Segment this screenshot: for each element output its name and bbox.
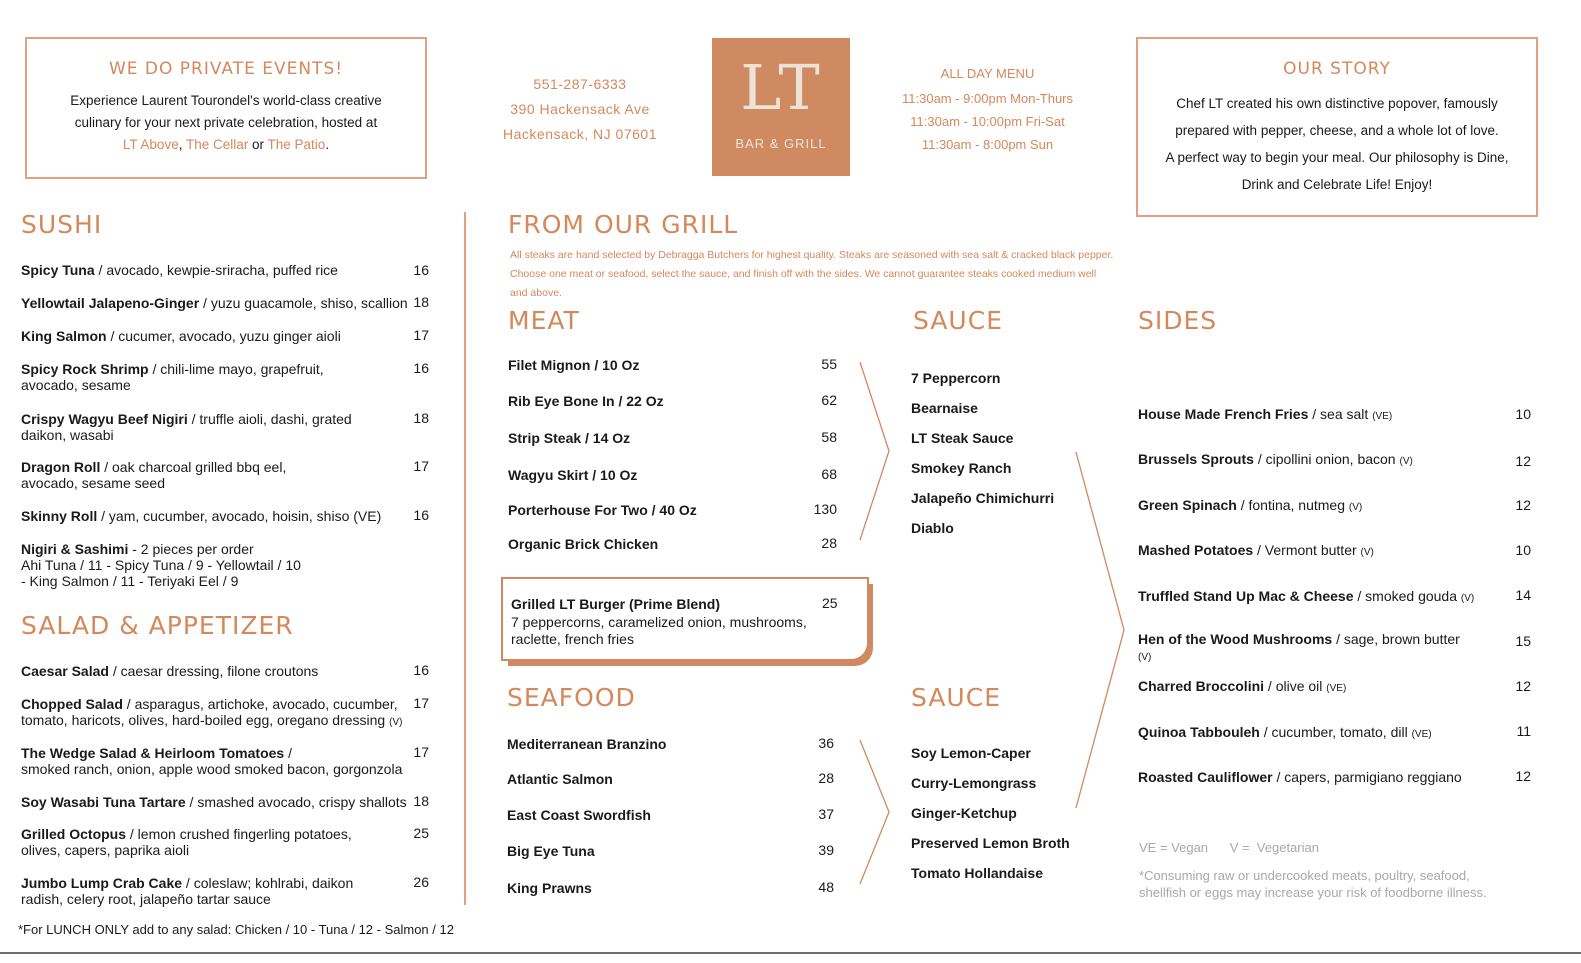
sauce-item: Curry-Lemongrass [911, 775, 1037, 791]
sauce-item: Jalapeño Chimichurri [911, 490, 1055, 506]
side-item-broccolini: Charred Broccolini / olive oil (VE) [1138, 678, 1347, 694]
price: 18 [413, 410, 429, 426]
price: 12 [1515, 678, 1531, 694]
side-item-spinach: Green Spinach / fontina, nutmeg (V) [1138, 497, 1363, 513]
seafood-sauce-chevron [860, 740, 889, 884]
price: 28 [818, 770, 834, 786]
sushi-heading: SUSHI [21, 210, 103, 239]
logo-subtitle: BAR & GRILL [735, 136, 827, 151]
side-item-cauliflower: Roasted Cauliflower / capers, parmigiano reggiano [1138, 769, 1462, 785]
hours-weekend: 11:30am - 10:00pm Fri-Sat [910, 114, 1065, 129]
lunch-note: *For LUNCH ONLY add to any salad: Chicken / 10 - Tuna / 12 - Salmon / 12 [18, 922, 454, 937]
meat-item: Filet Mignon / 10 Oz [508, 357, 640, 373]
meat-sauce-chevron [860, 362, 889, 540]
our-story-title: OUR STORY [1283, 59, 1391, 79]
price: 10 [1515, 406, 1531, 422]
price: 16 [413, 507, 429, 523]
seafood-item: Big Eye Tuna [507, 843, 595, 859]
menu-item-skinny-roll: Skinny Roll / yam, cucumber, avocado, hoisin, shiso (VE) [21, 508, 382, 524]
price: 17 [413, 695, 429, 711]
menu-item-yellowtail: Yellowtail Jalapeno-Ginger / yuzu guacamole, shiso, scallion [21, 295, 408, 311]
menu-item-caesar: Caesar Salad / caesar dressing, filone croutons [21, 663, 319, 679]
events-line-2: culinary for your next private celebration, hosted at [74, 115, 378, 130]
price: 62 [821, 392, 837, 408]
grill-note [510, 246, 1150, 303]
meat-item: Wagyu Skirt / 10 Oz [508, 467, 638, 483]
price: 39 [818, 842, 834, 858]
price: 37 [818, 806, 834, 822]
menu-item-wagyu-nigiri: Crispy Wagyu Beef Nigiri / truffle aioli, dashi, grated daikon, wasabi [21, 411, 352, 443]
private-events-title: WE DO PRIVATE EVENTS! [108, 59, 344, 79]
price: 68 [821, 466, 837, 482]
venue-patio: The Patio [267, 137, 326, 152]
price: 26 [413, 874, 429, 890]
price: 130 [813, 501, 837, 517]
burger-card [501, 577, 869, 661]
venue-or: or [248, 137, 268, 152]
price: 36 [818, 735, 834, 751]
seafood-sauce-heading: SAUCE [911, 683, 1001, 712]
menu-item-king-salmon: King Salmon / cucumer, avocado, yuzu ginger aioli [21, 328, 341, 344]
story-line-2: prepared with pepper, cheese, and a whole lot of love. [1175, 123, 1499, 138]
grill-note-line-1: All steaks are hand selected by Debragga Butchers for highest quality. Steaks are seasoned with sea salt & cracked black pepper. [510, 249, 1114, 261]
hours-weekday: 11:30am - 9:00pm Mon-Thurs [902, 91, 1073, 106]
events-line-1: Experience Laurent Tourondel's world-class creative [70, 93, 382, 108]
sauce-item: Ginger-Ketchup [911, 805, 1017, 821]
menu-item-tuna-tartare: Soy Wasabi Tuna Tartare / smashed avocado, crispy shallots [21, 794, 407, 810]
price: 12 [1515, 768, 1531, 784]
price: 12 [1515, 453, 1531, 469]
meat-item: Organic Brick Chicken [508, 536, 659, 552]
salad-heading: SALAD & APPETIZER [21, 611, 294, 640]
sauce-item: Bearnaise [911, 400, 978, 416]
seafood-item: Mediterranean Branzino [507, 736, 667, 752]
menu-item-nigiri-sashimi: Nigiri & Sashimi - 2 pieces per order Ahi Tuna / 11 - Spicy Tuna / 9 - Yellowtail / 10 - King Salmon / 11 - Teriyaki Eel / 9 [21, 541, 301, 589]
price: 17 [413, 327, 429, 343]
grill-note-line-2: Choose one meat or seafood, select the sauce, and finish off with the sides. We cannot guarantee steaks cooked medium well [510, 268, 1097, 280]
hours-sunday: 11:30am - 8:00pm Sun [921, 137, 1054, 152]
burger-description: 7 peppercorns, caramelized onion, mushrooms, raclette, french fries [511, 614, 807, 647]
price: 55 [821, 356, 837, 372]
side-item-brussels: Brussels Sprouts / cipollini onion, bacon (V) [1138, 451, 1413, 467]
meat-item: Strip Steak / 14 Oz [508, 430, 631, 446]
venue-period: . [325, 137, 330, 152]
logo-mark: LT [740, 51, 822, 124]
venue-cellar: The Cellar [185, 137, 249, 152]
price: 15 [1515, 633, 1531, 649]
hours-title: ALL DAY MENU [940, 66, 1035, 81]
price: 12 [1515, 497, 1531, 513]
meat-item: Rib Eye Bone In / 22 Oz [508, 393, 664, 409]
sides-chevron [1076, 452, 1124, 808]
menu-item-chopped-salad: Chopped Salad / asparagus, artichoke, avocado, cucumber, tomato, haricots, olives, hard-boiled egg, oregano dressing (V) [21, 696, 403, 728]
sides-heading: SIDES [1138, 306, 1218, 335]
seafood-item: Atlantic Salmon [507, 771, 613, 787]
menu-item-dragon-roll: Dragon Roll / oak charcoal grilled bbq eel, avocado, sesame seed [21, 459, 287, 491]
seafood-heading: SEAFOOD [507, 683, 636, 712]
price: 16 [413, 262, 429, 278]
price: 25 [413, 825, 429, 841]
venue-separator: , [178, 137, 186, 152]
sauce-heading: SAUCE [913, 306, 1003, 335]
story-line-1: Chef LT created his own distinctive popover, famously [1176, 96, 1498, 111]
side-item-mac-cheese: Truffled Stand Up Mac & Cheese / smoked gouda (V) [1138, 588, 1475, 604]
sauce-item: Tomato Hollandaise [911, 865, 1043, 881]
price: 28 [821, 535, 837, 551]
price: 16 [413, 360, 429, 376]
burger-name: Grilled LT Burger (Prime Blend) [511, 596, 720, 612]
side-item-mashed: Mashed Potatoes / Vermont butter (V) [1138, 542, 1374, 558]
grill-note-line-3: and above. [510, 287, 562, 299]
sauce-item: Preserved Lemon Broth [911, 835, 1070, 851]
side-item-tabbouleh: Quinoa Tabbouleh / cucumber, tomato, dill (VE) [1138, 724, 1432, 740]
phone-number: 551-287-6333 [533, 76, 627, 92]
story-line-4: Drink and Celebrate Life! Enjoy! [1241, 177, 1433, 192]
price: 10 [1515, 542, 1531, 558]
sauce-item: Smokey Ranch [911, 460, 1012, 476]
price: 17 [413, 744, 429, 760]
menu-item-crab-cake: Jumbo Lump Crab Cake / coleslaw; kohlrabi, daikon radish, celery root, jalapeño tartar sauce [21, 875, 354, 907]
city-address: Hackensack, NJ 07601 [503, 126, 657, 142]
burger-price: 25 [822, 595, 838, 611]
street-address: 390 Hackensack Ave [510, 101, 650, 117]
sauce-item: Diablo [911, 520, 954, 536]
price: 48 [818, 879, 834, 895]
menu-item-spicy-rock-shrimp: Spicy Rock Shrimp / chili-lime mayo, grapefruit, avocado, sesame [21, 361, 324, 393]
seafood-item: King Prawns [507, 880, 592, 896]
diet-legend: VE = Vegan V = Vegetarian [1139, 840, 1319, 855]
meat-heading: MEAT [508, 306, 580, 335]
menu-item-spicy-tuna: Spicy Tuna / avocado, kewpie-sriracha, puffed rice [21, 262, 338, 278]
price: 18 [413, 793, 429, 809]
sauce-item: LT Steak Sauce [911, 430, 1014, 446]
seafood-item: East Coast Swordfish [507, 807, 651, 823]
price: 11 [1516, 723, 1531, 739]
sauce-item: 7 Peppercorn [911, 370, 1001, 386]
consumer-warning: *Consuming raw or undercooked meats, poultry, seafood, shellfish or eggs may increase your risk of foodborne illness. [1139, 868, 1487, 900]
menu-item-wedge-salad: The Wedge Salad & Heirloom Tomatoes / smoked ranch, onion, apple wood smoked bacon, gorgonzola [21, 745, 403, 777]
price: 18 [413, 294, 429, 310]
price: 14 [1515, 587, 1531, 603]
grill-heading: FROM OUR GRILL [508, 210, 739, 239]
story-line-3: A perfect way to begin your meal. Our philosophy is Dine, [1165, 150, 1509, 165]
meat-item: Porterhouse For Two / 40 Oz [508, 502, 697, 518]
sauce-item: Soy Lemon-Caper [911, 745, 1031, 761]
price: 16 [413, 662, 429, 678]
venue-lt-above: LT Above [122, 137, 179, 152]
price: 58 [821, 429, 837, 445]
price: 17 [413, 458, 429, 474]
side-item-fries: House Made French Fries / sea salt (VE) [1138, 406, 1393, 422]
menu-item-grilled-octopus: Grilled Octopus / lemon crushed fingerling potatoes, olives, capers, paprika aioli [21, 826, 352, 858]
side-item-mushrooms: Hen of the Wood Mushrooms / sage, brown butter (V) [1138, 631, 1460, 663]
